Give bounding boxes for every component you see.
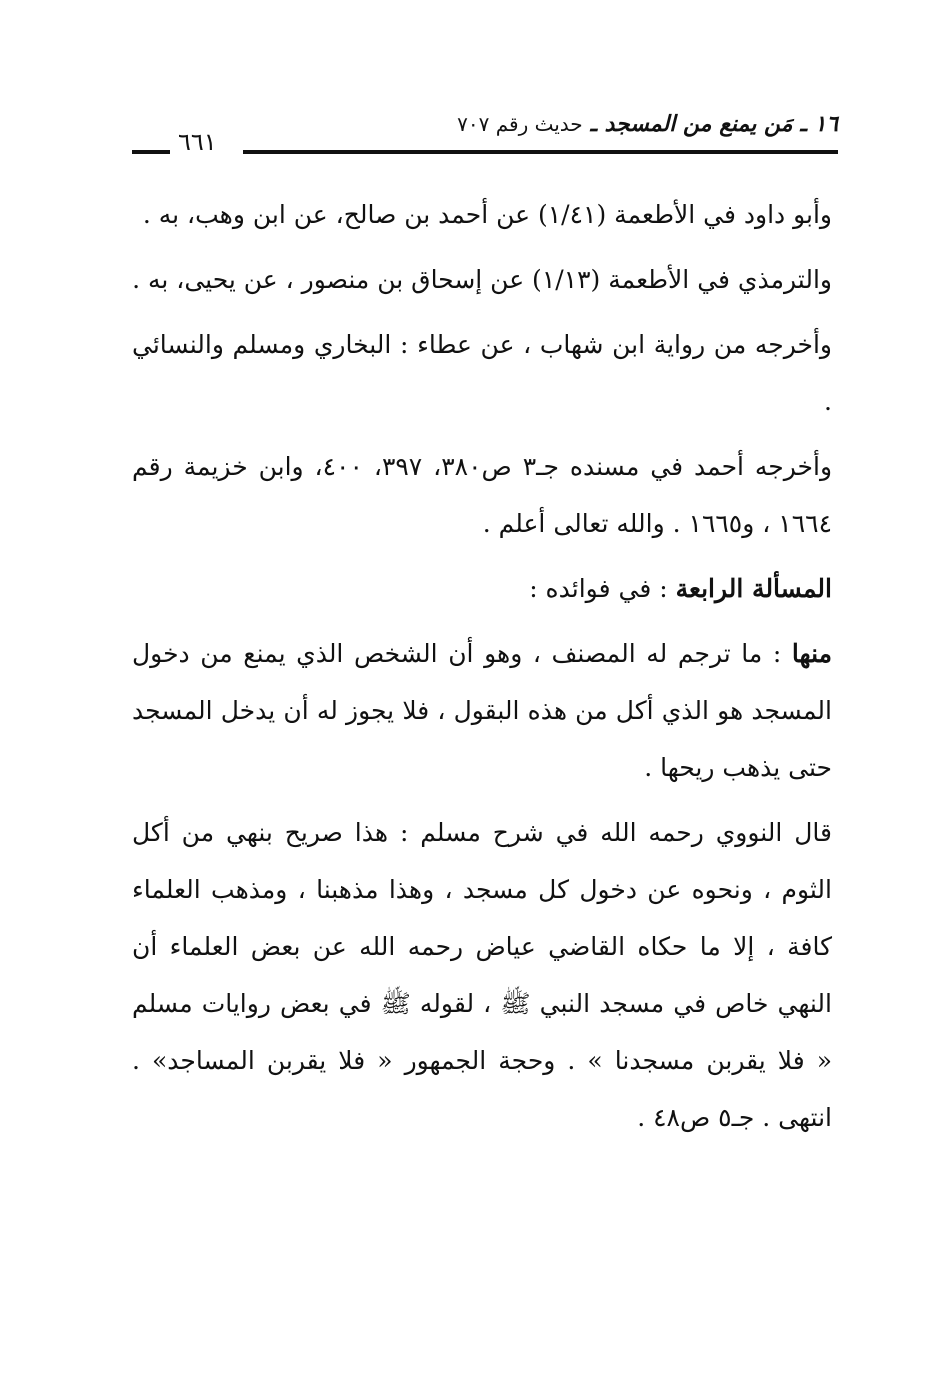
paragraph-benefit xyxy=(132,625,832,796)
hadith-reference: حديث رقم ٧٠٧ xyxy=(457,112,583,136)
paragraph-tirmidhi: والترمذي في الأطعمة (١/١٣) عن إسحاق بن منصور ، عن يحيى، به . xyxy=(132,265,832,294)
page-number-rule xyxy=(132,150,170,154)
section-heading-rest: : في فوائده : xyxy=(529,574,676,603)
benefit-text: : ما ترجم له المصنف ، وهو أن الشخص الذي يمنع من دخول المسجد هو الذي أكل من هذه البقول ، فلا يجوز له أن يدخل المسجد حتى يذهب ريحها . xyxy=(132,639,832,782)
paragraph-ahmad: وأخرجه أحمد في مسنده جـ٣ ص٣٨٠، ٣٩٧، ٤٠٠، وابن خزيمة رقم ١٦٦٤ ، و١٦٦٥ . والله تعالى أعلم . xyxy=(132,452,833,538)
page-number: ٦٦١ xyxy=(178,128,217,156)
page-body xyxy=(132,186,832,1154)
paragraph-ibn-shihab: وأخرجه من رواية ابن شهاب ، عن عطاء : البخاري ومسلم والنسائي . xyxy=(132,330,832,416)
benefit-lead: منها xyxy=(791,639,832,668)
chapter-title xyxy=(457,112,838,137)
section-heading xyxy=(132,560,832,617)
chapter-title-text: ١٦ ـ مَن يمنع من المسجد ـ xyxy=(590,112,838,137)
section-heading-bold: المسألة الرابعة xyxy=(675,574,832,603)
paragraph-abu-dawud: وأبو داود في الأطعمة (١/٤١) عن أحمد بن صالح، عن ابن وهب، به . xyxy=(142,200,832,229)
paragraph-nawawi-quote: قال النووي رحمه الله في شرح مسلم : هذا صريح بنهي من أكل الثوم ، ونحوه عن دخول كل مسجد ، وهذا مذهبنا ، ومذهب العلماء كافة ، إلا ما حكاه القاضي عياض رحمه الله عن بعض العلماء أن النهي خاص في مسجد النبي ﷺ ، لقوله ﷺ في بعض روايات مسلم « فلا يقربن مسجدنا » . وحجة الجمهور « فلا يقربن المساجد» . انتهى . جـ٥ ص٤٨ . xyxy=(132,818,832,1132)
running-header xyxy=(132,112,838,162)
header-rule xyxy=(243,150,838,154)
